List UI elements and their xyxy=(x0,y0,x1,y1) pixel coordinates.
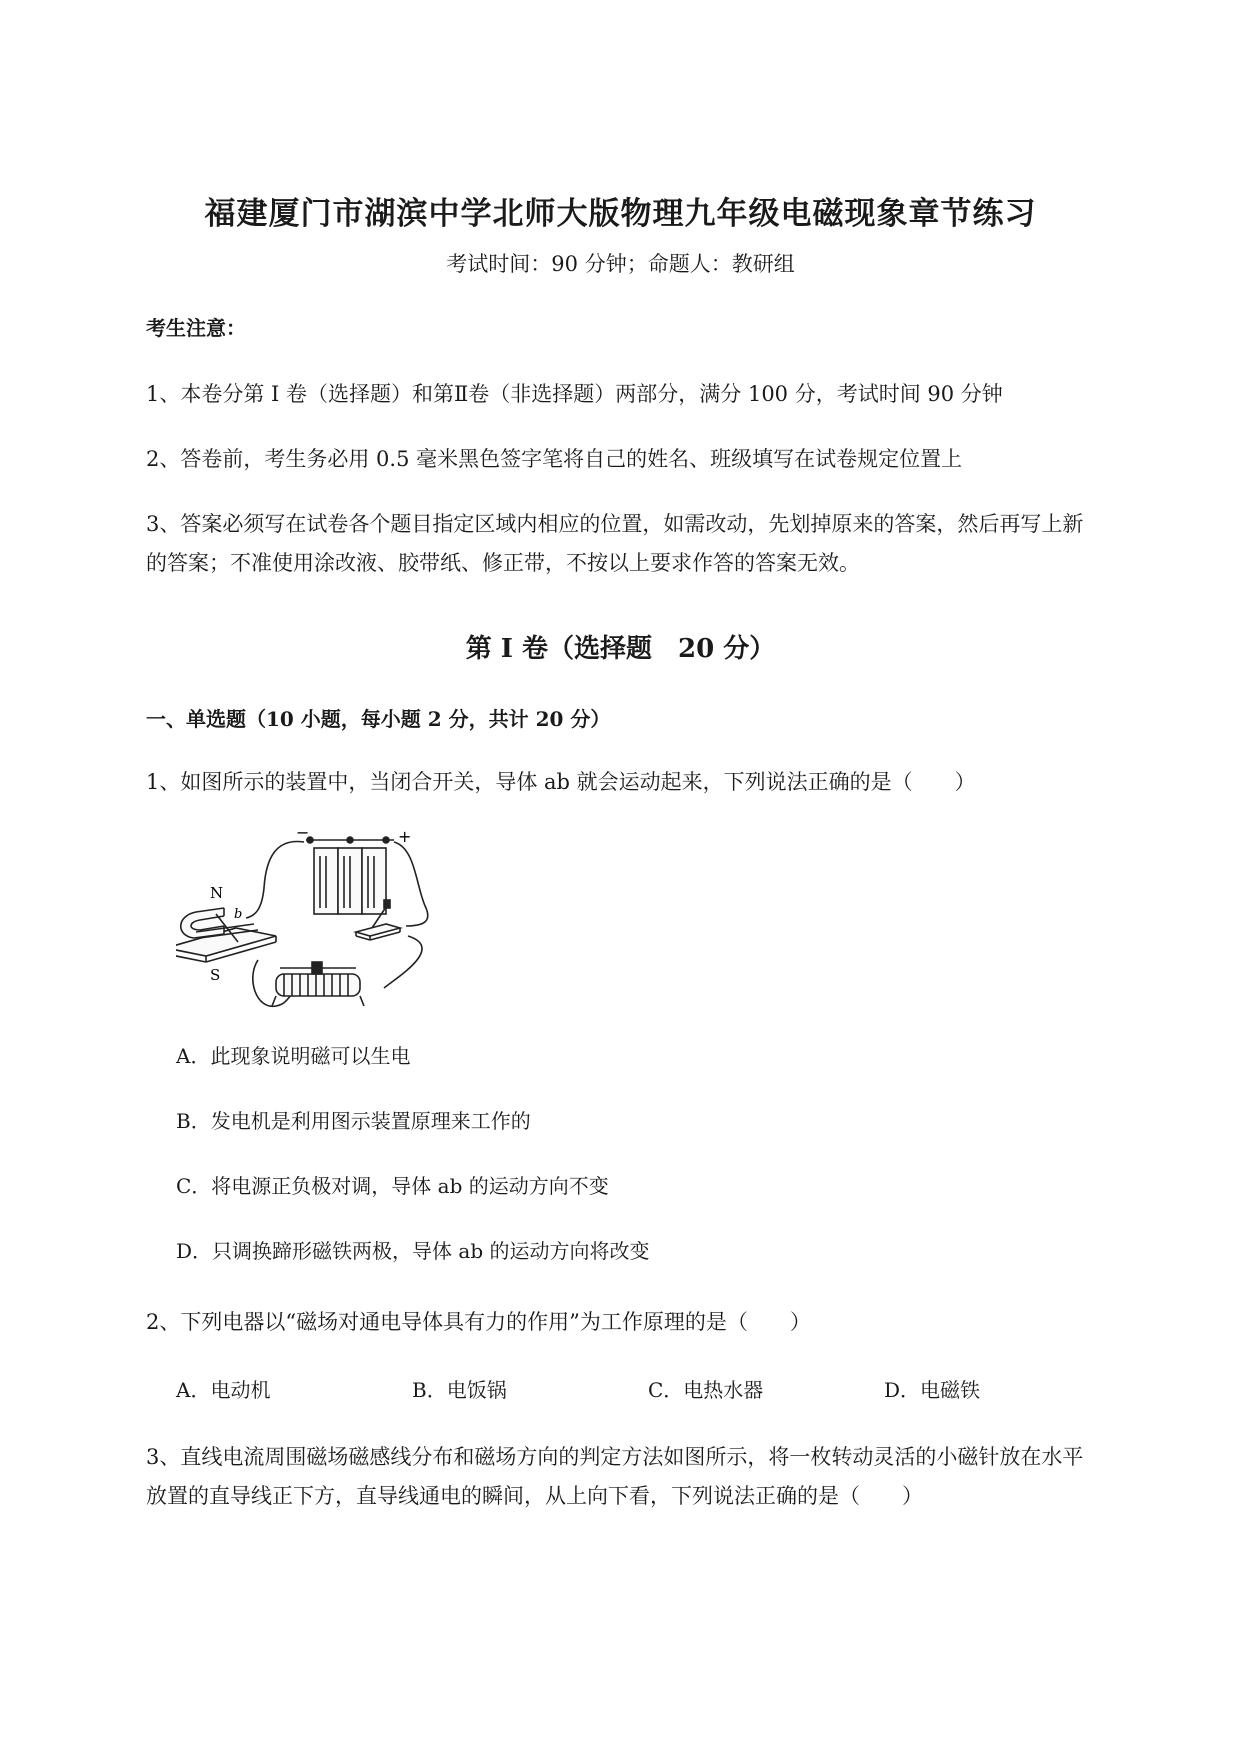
wire-switch-to-rheostat xyxy=(384,936,422,988)
battery-icon xyxy=(306,837,394,914)
question-1-option-c[interactable]: C．将电源正负极对调，导体 ab 的运动方向不变 xyxy=(176,1174,609,1198)
question-2-option-c[interactable]: C．电热水器 xyxy=(648,1378,764,1402)
page-title: 福建厦门市湖滨中学北师大版物理九年级电磁现象章节练习 xyxy=(204,196,1037,232)
conductor-b-label: b xyxy=(234,907,243,922)
south-pole-label: S xyxy=(210,966,221,984)
notice-item-2: 2、答卷前，考生务必用 0.5 毫米黑色签字笔将自己的姓名、班级填写在试卷规定位置上 xyxy=(146,447,963,471)
question-1-option-b[interactable]: B．发电机是利用图示装置原理来工作的 xyxy=(176,1109,531,1133)
exam-info: 考试时间：90 分钟；命题人：教研组 xyxy=(446,252,795,276)
question-1-option-a[interactable]: A．此现象说明磁可以生电 xyxy=(176,1044,411,1068)
question-3-stem-line-2: 放置的直导线正下方，直导线通电的瞬间，从上向下看，下列说法正确的是（ ） xyxy=(146,1484,923,1508)
plus-label: + xyxy=(398,828,412,846)
notice-item-3: 3、答案必须写在试卷各个题目指定区域内相应的位置，如需改动，先划掉原来的答案，然后再写上新 xyxy=(146,512,1084,536)
question-1-option-d[interactable]: D．只调换蹄形磁铁两极，导体 ab 的运动方向将改变 xyxy=(176,1239,650,1263)
part-heading: 一、单选题（10 小题，每小题 2 分，共计 20 分） xyxy=(146,707,611,731)
north-pole-label: N xyxy=(210,884,224,902)
question-2-option-d[interactable]: D．电磁铁 xyxy=(884,1378,981,1402)
question-1-figure xyxy=(176,828,466,1018)
notice-heading: 考生注意： xyxy=(146,316,246,340)
minus-label: − xyxy=(296,828,310,842)
question-1-stem: 1、如图所示的装置中，当闭合开关，导体 ab 就会运动起来，下列说法正确的是（ ） xyxy=(146,770,976,794)
question-2-option-a[interactable]: A．电动机 xyxy=(176,1378,271,1402)
question-2-stem: 2、下列电器以“磁场对通电导体具有力的作用”为工作原理的是（ ） xyxy=(146,1310,811,1334)
horseshoe-magnet-icon xyxy=(176,908,276,962)
notice-item-3-cont: 的答案；不准使用涂改液、胶带纸、修正带，不按以上要求作答的答案无效。 xyxy=(146,551,860,575)
question-3-stem-line-1: 3、直线电流周围磁场磁感线分布和磁场方向的判定方法如图所示，将一枚转动灵活的小磁针放在水平 xyxy=(146,1445,1084,1469)
question-2-option-b[interactable]: B．电饭锅 xyxy=(412,1378,507,1402)
rheostat-icon xyxy=(272,962,364,1006)
wire-battery-to-switch xyxy=(394,842,428,926)
question-2-options xyxy=(176,1374,1076,1404)
wire-battery-to-rail xyxy=(246,841,304,918)
notice-item-1: 1、本卷分第 I 卷（选择题）和第Ⅱ卷（非选择题）两部分，满分 100 分，考试时间 90 分钟 xyxy=(146,382,1003,406)
section-title: 第 I 卷（选择题 20 分） xyxy=(465,634,776,664)
